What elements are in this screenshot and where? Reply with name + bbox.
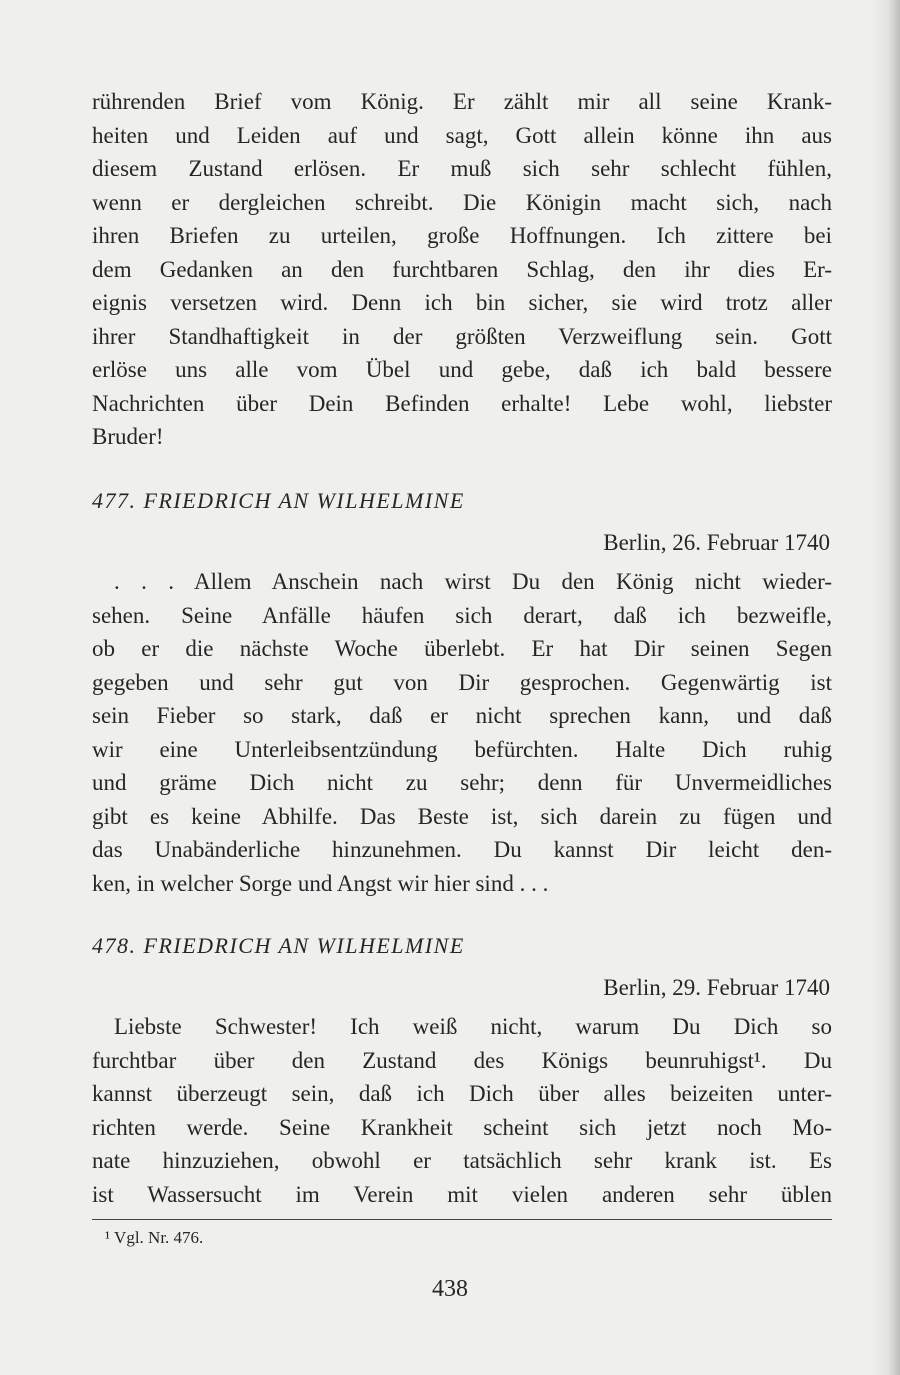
text-line: ihrer Standhaftigkeit in der größten Verzweiflung sein. Gott: [92, 323, 832, 349]
letter-477-heading: 477. FRIEDRICH AN WILHELMINE: [92, 488, 465, 513]
text-line: ihren Briefen zu urteilen, große Hoffnungen. Ich zittere bei: [92, 223, 832, 248]
text-line: und gräme Dich nicht zu sehr; denn für Unvermeidliches: [92, 770, 832, 795]
text-line: wir eine Unterleibsentzündung befürchten. Halte Dich ruhig: [92, 736, 832, 762]
page-edge-shadow: [870, 0, 900, 1375]
text-line: ob er die nächste Woche überlebt. Er hat Dir seinen Segen: [92, 636, 832, 661]
text-line: eignis versetzen wird. Denn ich bin sicher, sie wird trotz aller: [92, 290, 832, 315]
text-line: wenn er dergleichen schreibt. Die Königin macht sich, nach: [92, 189, 832, 215]
text-line: erlöse uns alle vom Übel und gebe, daß ich bald bessere: [92, 357, 832, 382]
text-line: . . . Allem Anschein nach wirst Du den König nicht wieder-: [114, 569, 832, 594]
text-line: das Unabänderliche hinzunehmen. Du kannst Dir leicht den-: [92, 837, 832, 862]
text-line: sein Fieber so stark, daß er nicht sprechen kann, und daß: [92, 703, 832, 728]
paragraph-continuation: [92, 85, 832, 454]
text-line: ken, in welcher Sorge und Angst wir hier sind . . .: [92, 870, 549, 896]
text-line: sehen. Seine Anfälle häufen sich derart, daß ich bezweifle,: [92, 602, 832, 628]
letter-478-heading: 478. FRIEDRICH AN WILHELMINE: [92, 933, 465, 958]
text-line: kannst überzeugt sein, daß ich Dich über alles beizeiten unter-: [92, 1081, 832, 1106]
footnote-rule: [92, 1219, 832, 1220]
letter-477-body: [92, 565, 832, 900]
text-line: heiten und Leiden auf und sagt, Gott allein könne ihn aus: [92, 122, 832, 148]
text-line: Bruder!: [92, 424, 164, 449]
text-line: rührenden Brief vom König. Er zählt mir all seine Krank-: [92, 89, 832, 114]
text-line: richten werde. Seine Krankheit scheint sich jetzt noch Mo-: [92, 1114, 832, 1140]
text-line: furchtbar über den Zustand des Königs beunruhigst¹. Du: [92, 1047, 832, 1073]
text-line: dem Gedanken an den furchtbaren Schlag, den ihr dies Er-: [92, 256, 832, 282]
text-line: Nachrichten über Dein Befinden erhalte! Lebe wohl, liebster: [92, 390, 832, 416]
text-line: gegeben und sehr gut von Dir gesprochen. Gegenwärtig ist: [92, 669, 832, 695]
letter-477-date: Berlin, 26. Februar 1740: [603, 530, 830, 555]
text-line: gibt es keine Abhilfe. Das Beste ist, sich darein zu fügen und: [92, 803, 832, 829]
page-number: 438: [432, 1276, 468, 1302]
letter-478-date: Berlin, 29. Februar 1740: [603, 975, 830, 1000]
text-line: ist Wassersucht im Verein mit vielen anderen sehr üblen: [92, 1181, 832, 1207]
text-line: diesem Zustand erlösen. Er muß sich sehr schlecht fühlen,: [92, 156, 832, 181]
letter-478-body: [92, 1010, 832, 1211]
text-line: Liebste Schwester! Ich weiß nicht, warum Du Dich so: [114, 1014, 832, 1039]
footnote: ¹ Vgl. Nr. 476.: [105, 1228, 204, 1247]
text-line: nate hinzuziehen, obwohl er tatsächlich sehr krank ist. Es: [92, 1148, 832, 1173]
